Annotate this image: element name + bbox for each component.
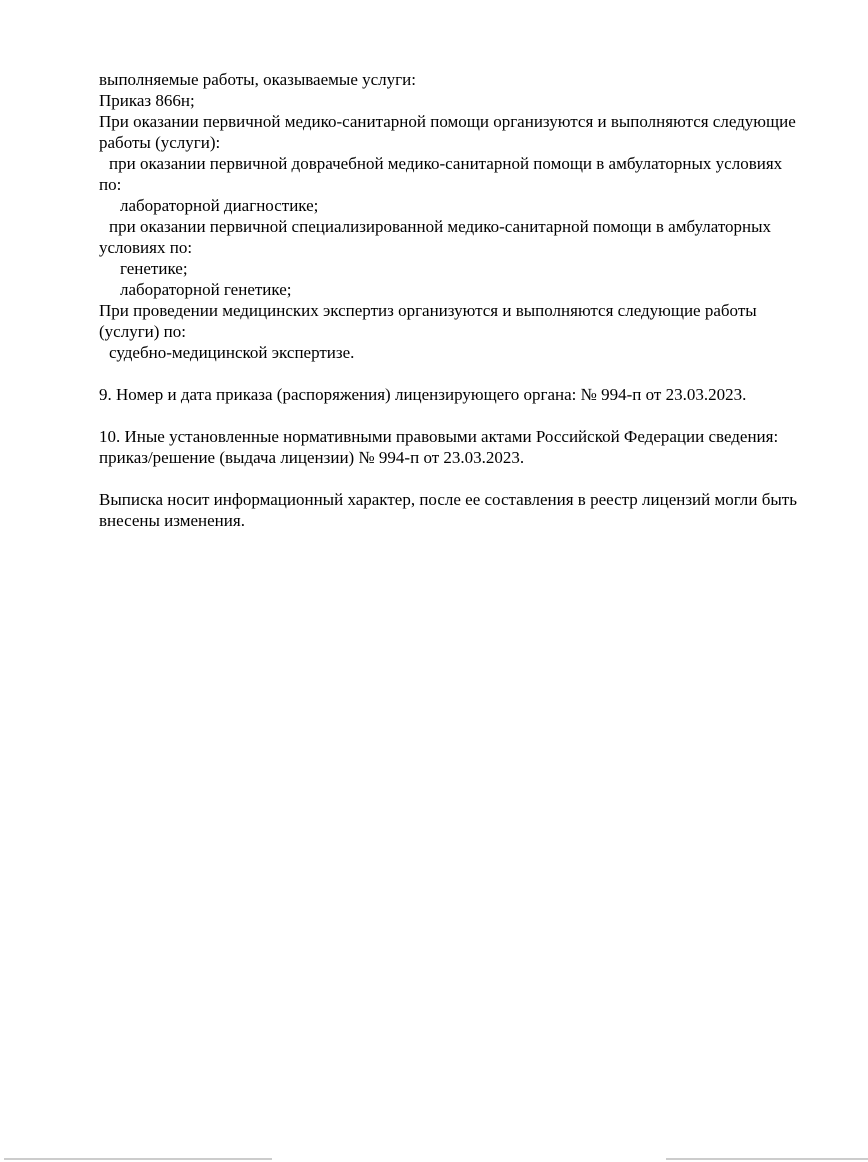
text-line: выполняемые работы, оказываемые услуги:	[99, 70, 416, 89]
text-line: по:	[99, 175, 122, 194]
text-line: судебно-медицинской экспертизе.	[109, 343, 355, 362]
text-line: 9. Номер и дата приказа (распоряжения) лицензирующего органа: № 994-п от 23.03.2023.	[99, 385, 747, 404]
text-line: внесены изменения.	[99, 511, 245, 530]
text-line: При проведении медицинских экспертиз организуются и выполняются следующие работы	[99, 301, 757, 320]
text-line: лабораторной генетике;	[120, 280, 292, 299]
bottom-divider-left	[4, 1158, 272, 1160]
text-line: лабораторной диагностике;	[120, 196, 319, 215]
text-line: 10. Иные установленные нормативными правовыми актами Российской Федерации сведения:	[99, 427, 779, 446]
document-text	[99, 69, 848, 531]
bottom-divider-right	[666, 1158, 868, 1160]
text-line	[99, 468, 848, 489]
text-line	[99, 405, 848, 426]
text-line: работы (услуги):	[99, 133, 221, 152]
text-line: при оказании первичной доврачебной медико-санитарной помощи в амбулаторных условиях	[109, 154, 783, 173]
text-line: (услуги) по:	[99, 322, 186, 341]
text-line: Выписка носит информационный характер, после ее составления в реестр лицензий могли быть	[99, 490, 797, 509]
text-line: при оказании первичной специализированной медико-санитарной помощи в амбулаторных	[109, 217, 772, 236]
text-line: При оказании первичной медико-санитарной помощи организуются и выполняются следующие	[99, 112, 796, 131]
text-line: приказ/решение (выдача лицензии) № 994-п от 23.03.2023.	[99, 448, 525, 467]
text-line	[99, 363, 848, 384]
text-line: Приказ 866н;	[99, 91, 195, 110]
text-line: условиях по:	[99, 238, 193, 257]
text-line: генетике;	[120, 259, 188, 278]
